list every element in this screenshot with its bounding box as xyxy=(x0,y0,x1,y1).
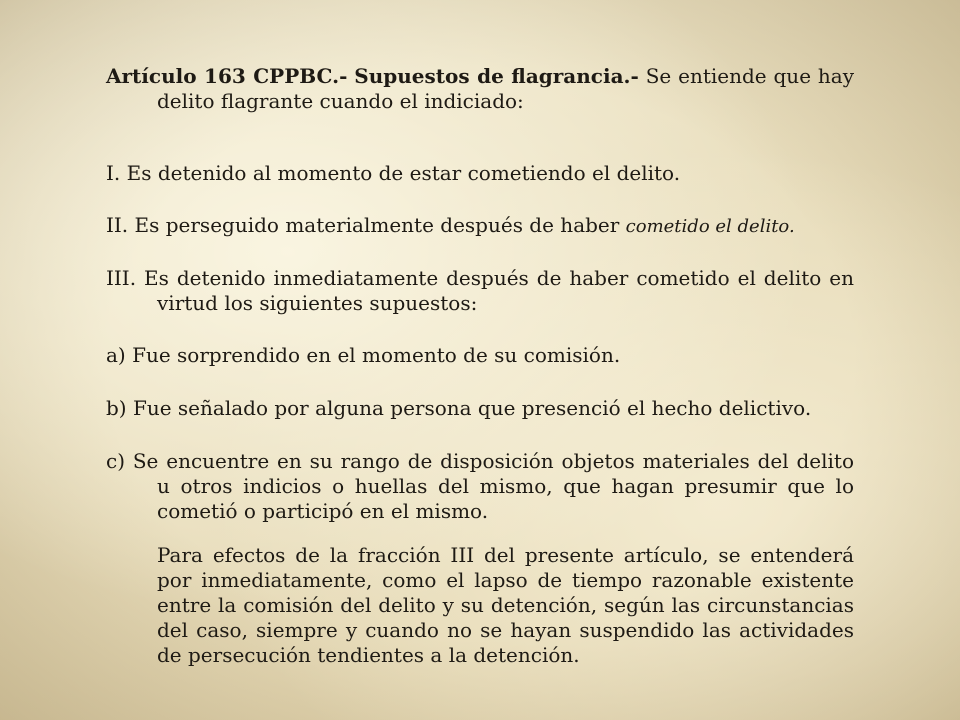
slide-content xyxy=(106,64,854,704)
explanatory-note: Para efectos de la fracción III del presente artículo, se entenderá por inmediatamente, como el lapso de tiempo razonable existente entre la comisión del delito y su detención, según las circunstancias del caso, siempre y cuando no se hayan suspendido las actividades de persecución tendientes a la detención. xyxy=(157,543,854,667)
article-subject: Supuestos de flagrancia.- xyxy=(354,64,639,88)
fraction-ii xyxy=(106,213,854,239)
subitem-c: c) Se encuentre en su rango de disposición objetos materiales del delito u otros indicios o huellas del mismo, que hagan presumir que lo cometió o participó en el mismo. xyxy=(106,449,854,523)
fraction-ii-italic: cometido el delito. xyxy=(625,216,795,237)
fraction-iii: III. Es detenido inmediatamente después de haber cometido el delito en virtud los siguientes supuestos: xyxy=(106,266,854,315)
subitem-b: b) Fue señalado por alguna persona que presenció el hecho delictivo. xyxy=(106,396,812,420)
fraction-ii-text: II. Es perseguido materialmente después de haber xyxy=(106,213,620,237)
article-intro: Se entiende que hay delito flagrante cuando el indiciado: xyxy=(157,64,855,113)
subitem-a: a) Fue sorprendido en el momento de su comisión. xyxy=(106,343,621,367)
fraction-i: I. Es detenido al momento de estar cometiendo el delito. xyxy=(106,161,681,185)
article-heading-paragraph xyxy=(106,64,854,114)
article-number: Artículo 163 CPPBC.- xyxy=(106,64,348,88)
